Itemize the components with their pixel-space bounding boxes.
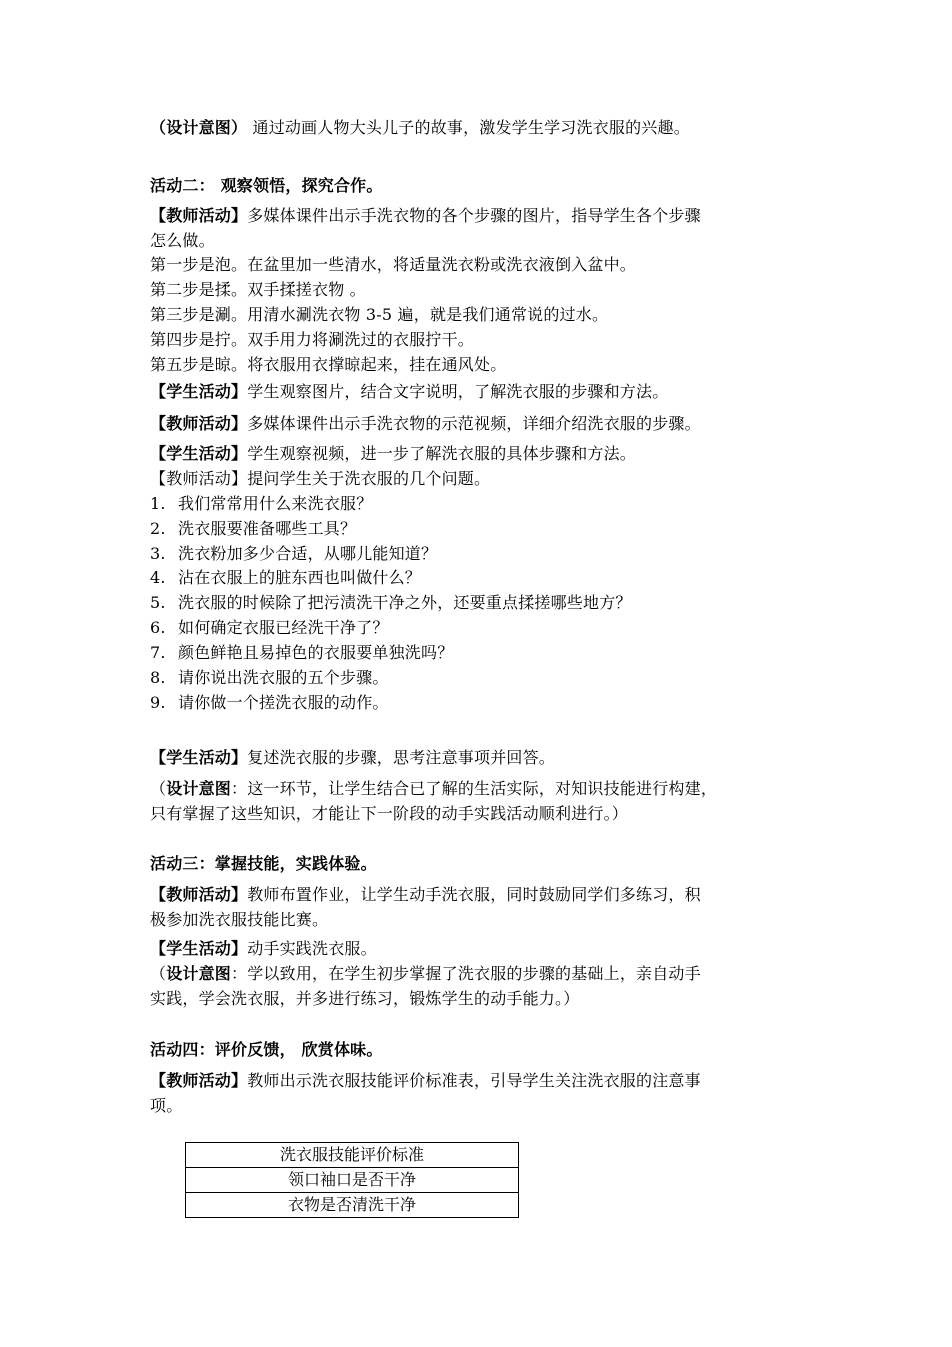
design-intent-text: 通过动画人物大头儿子的故事，激发学生学习洗衣服的兴趣。 [247, 118, 690, 137]
question-7 [150, 641, 453, 665]
table-cell: 领口袖口是否干净 [186, 1168, 519, 1193]
step-1: 第一步是泡。在盆里加一些清水，将适量洗衣粉或洗衣液倒入盆中。 [150, 255, 637, 274]
step-2: 第二步是揉。双手揉搓衣物 。 [150, 280, 366, 299]
student-activity-label: 【学生活动】 [150, 382, 248, 401]
table-row [186, 1143, 519, 1168]
question-6 [150, 616, 389, 640]
activity4-teacher-line1 [150, 1069, 701, 1093]
design-intent-1 [150, 116, 690, 140]
step-4: 第四步是拧。双手用力将涮洗过的衣服拧干。 [150, 330, 475, 349]
question-text: 请你做一个搓洗衣服的动作。 [178, 693, 389, 712]
paren-open: （ [150, 779, 167, 798]
table-header-cell: 洗衣服技能评价标准 [186, 1143, 519, 1168]
design-intent-label: （设计意图） [150, 118, 248, 137]
design-intent-2-line2: 只有掌握了这些知识，才能让下一阶段的动手实践活动顺利进行。） [150, 804, 629, 823]
student-activity-label: 【学生活动】 [150, 939, 248, 958]
question-number: 6. [150, 618, 166, 637]
question-9 [150, 691, 389, 715]
activity2-teacher-line1 [150, 204, 701, 228]
activity2-heading: 活动二： 观察领悟，探究合作。 [150, 176, 383, 195]
paren-open: （ [150, 964, 167, 983]
activity2-student-2 [150, 442, 636, 466]
question-text: 洗衣服的时候除了把污渍洗干净之外，还要重点揉搓哪些地方？ [178, 593, 632, 612]
paragraph-text: ：这一环节，让学生结合已了解的生活实际，对知识技能进行构建， [231, 779, 718, 798]
question-number: 4. [150, 568, 166, 587]
paragraph-text: 复述洗衣服的步骤，思考注意事项并回答。 [247, 748, 556, 767]
student-activity-label: 【学生活动】 [150, 444, 248, 463]
question-8 [150, 666, 389, 690]
teacher-activity-label: 【教师活动】 [150, 414, 248, 433]
design-intent-label: 设计意图 [166, 779, 232, 798]
design-intent-3-line1 [150, 962, 701, 986]
evaluation-criteria-table [185, 1142, 519, 1218]
question-number: 3. [150, 544, 166, 563]
question-number: 1. [150, 494, 166, 513]
question-text: 颜色鲜艳且易掉色的衣服要单独洗吗？ [178, 643, 454, 662]
question-text: 洗衣服要准备哪些工具？ [178, 519, 357, 538]
activity3-teacher-line2: 极参加洗衣服技能比赛。 [150, 910, 329, 929]
activity2-teacher-2 [150, 412, 701, 436]
teacher-activity-label: 【教师活动】 [150, 206, 248, 225]
question-2 [150, 517, 356, 541]
activity4-teacher-line2: 项。 [150, 1096, 183, 1115]
question-number: 2. [150, 519, 166, 538]
paragraph-text: 教师出示洗衣服技能评价标准表，引导学生关注洗衣服的注意事 [247, 1071, 701, 1090]
activity3-heading: 活动三：掌握技能，实践体验。 [150, 854, 377, 873]
design-intent-3-line2: 实践，学会洗衣服，并多进行练习，锻炼学生的动手能力。） [150, 989, 580, 1008]
paragraph-text: 动手实践洗衣服。 [247, 939, 377, 958]
design-intent-label: 设计意图 [166, 964, 232, 983]
table-row [186, 1168, 519, 1193]
teacher-activity-label: 【教师活动】 [150, 885, 248, 904]
activity2-student-1 [150, 380, 668, 404]
step-3: 第三步是涮。用清水涮洗衣物 3-5 遍，就是我们通常说的过水。 [150, 305, 609, 324]
question-number: 5. [150, 593, 166, 612]
activity2-student-3 [150, 746, 555, 770]
table-cell: 衣物是否清洗干净 [186, 1193, 519, 1218]
activity2-teacher-line2: 怎么做。 [150, 231, 215, 250]
paragraph-text: ：学以致用，在学生初步掌握了洗衣服的步骤的基础上，亲自动手 [231, 964, 701, 983]
activity3-teacher-line1 [150, 883, 701, 907]
activity4-heading: 活动四：评价反馈， 欣赏体味。 [150, 1040, 383, 1059]
question-text: 如何确定衣服已经洗干净了？ [178, 618, 389, 637]
teacher-activity-label: 【教师活动】 [150, 1071, 248, 1090]
paragraph-text: 多媒体课件出示手洗衣物的各个步骤的图片，指导学生各个步骤 [247, 206, 701, 225]
question-5 [150, 591, 632, 615]
table-row [186, 1193, 519, 1218]
question-4 [150, 566, 421, 590]
question-text: 我们常常用什么来洗衣服？ [178, 494, 373, 513]
activity3-student [150, 937, 377, 961]
design-intent-2-line1 [150, 777, 717, 801]
question-3 [150, 542, 437, 566]
question-text: 请你说出洗衣服的五个步骤。 [178, 668, 389, 687]
paragraph-text: 学生观察视频，进一步了解洗衣服的具体步骤和方法。 [247, 444, 637, 463]
paragraph-text: 多媒体课件出示手洗衣物的示范视频，详细介绍洗衣服的步骤。 [247, 414, 701, 433]
question-text: 洗衣粉加多少合适，从哪儿能知道？ [178, 544, 438, 563]
student-activity-label: 【学生活动】 [150, 748, 248, 767]
question-text: 沾在衣服上的脏东西也叫做什么？ [178, 568, 422, 587]
question-number: 9. [150, 693, 166, 712]
question-number: 7. [150, 643, 166, 662]
activity2-teacher-3: 【教师活动】提问学生关于洗衣服的几个问题。 [150, 469, 491, 488]
paragraph-text: 教师布置作业，让学生动手洗衣服，同时鼓励同学们多练习，积 [247, 885, 701, 904]
step-5: 第五步是晾。将衣服用衣撑晾起来，挂在通风处。 [150, 355, 507, 374]
question-number: 8. [150, 668, 166, 687]
question-1 [150, 492, 372, 516]
paragraph-text: 学生观察图片，结合文字说明，了解洗衣服的步骤和方法。 [247, 382, 669, 401]
